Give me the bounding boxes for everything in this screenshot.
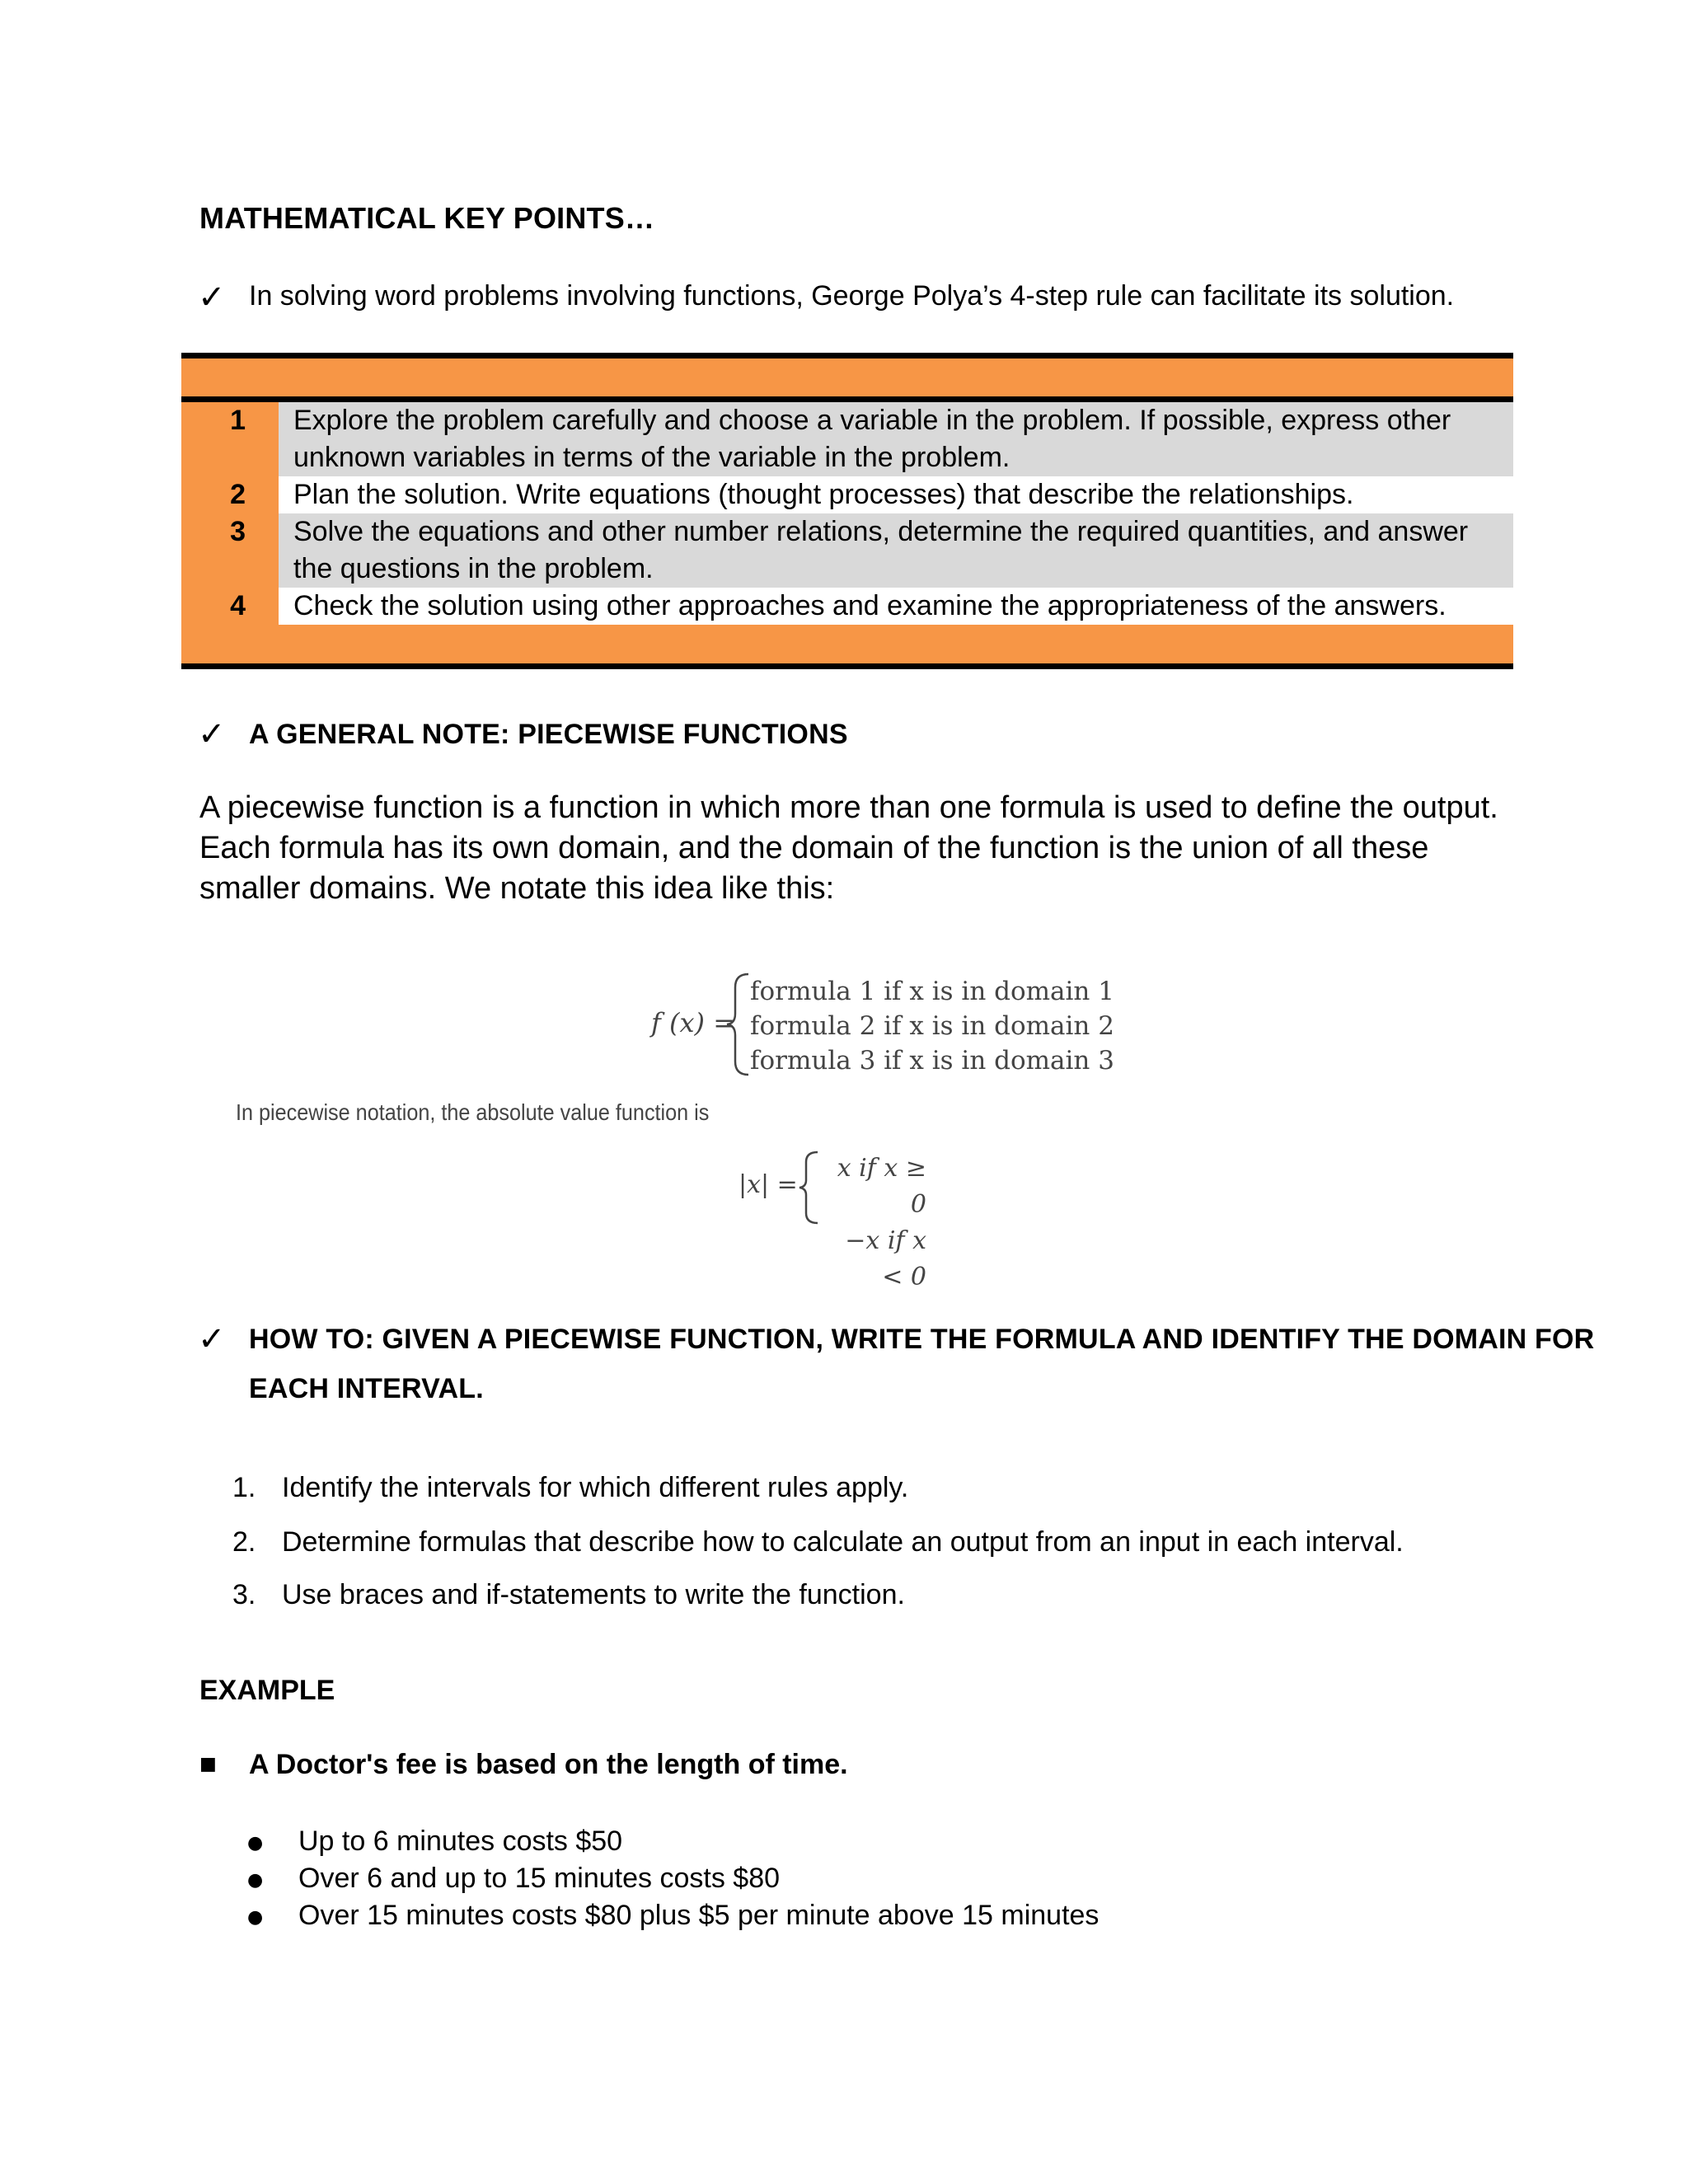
step-number: 1 <box>230 405 246 436</box>
step-text-line: Solve the equations and other number relations, determine the required quantities, and answer <box>293 516 1469 547</box>
left-brace-icon <box>724 972 752 1076</box>
table-row <box>279 588 1513 625</box>
example-heading: EXAMPLE <box>199 1675 335 1706</box>
table-row <box>279 402 1513 476</box>
example-item: Over 15 minutes costs $80 plus $5 per minute above 15 minutes <box>298 1900 1100 1931</box>
formula-case: formula 1 if x is in domain 1 <box>750 977 1114 1006</box>
table-bottom-rule <box>181 663 1513 669</box>
check-icon: ✓ <box>198 715 226 753</box>
list-number: 3. <box>232 1579 256 1610</box>
step-text-line: the questions in the problem. <box>293 553 654 584</box>
page-title: MATHEMATICAL KEY POINTS… <box>199 201 655 235</box>
abs-lhs: |x| = <box>738 1170 798 1199</box>
abs-cases <box>819 1151 926 1296</box>
polya-steps-table <box>181 353 1513 669</box>
example-item: Over 6 and up to 15 minutes costs $80 <box>298 1863 781 1894</box>
list-number: 2. <box>232 1526 256 1558</box>
step-number: 2 <box>230 479 246 510</box>
bullet-icon: ● <box>247 1833 264 1854</box>
table-row <box>279 476 1513 513</box>
list-number: 1. <box>232 1472 256 1503</box>
check-icon: ✓ <box>198 1320 226 1358</box>
list-item: Use braces and if-statements to write the function. <box>282 1579 905 1610</box>
step-text-line: unknown variables in terms of the variable in the problem. <box>293 442 1010 473</box>
paragraph-line: Each formula has its own domain, and the domain of the function is the union of all these <box>199 831 1429 865</box>
table-row <box>279 513 1513 588</box>
polya-intro: In solving word problems involving functions, George Polya’s 4-step rule can facilitate its solution. <box>249 280 1455 312</box>
formula-cases <box>750 974 1114 1078</box>
section-heading: HOW TO: GIVEN A PIECEWISE FUNCTION, WRITE THE FORMULA AND IDENTIFY THE DOMAIN FOR <box>249 1324 1595 1355</box>
step-text-line: Check the solution using other approaches and examine the appropriateness of the answers. <box>293 590 1447 621</box>
example-item: Up to 6 minutes costs $50 <box>298 1825 623 1857</box>
formula-case: formula 3 if x is in domain 3 <box>750 1046 1114 1076</box>
section-heading-continued: EACH INTERVAL. <box>249 1373 484 1404</box>
list-item: Identify the intervals for which different rules apply. <box>282 1472 909 1503</box>
square-bullet-icon: ■ <box>199 1754 217 1774</box>
step-text-line: Plan the solution. Write equations (thought processes) that describe the relationships. <box>293 479 1354 510</box>
paragraph-line: A piecewise function is a function in which more than one formula is used to define the output. <box>199 790 1498 825</box>
abs-case: −x if x < 0 <box>845 1226 926 1291</box>
step-number: 4 <box>230 590 246 621</box>
list-item: Determine formulas that describe how to calculate an output from an input in each interval. <box>282 1526 1404 1558</box>
step-number: 3 <box>230 516 246 547</box>
formula-lhs: f (x) = <box>651 1007 736 1038</box>
left-brace-icon <box>796 1151 821 1225</box>
example-title: A Doctor's fee is based on the length of time. <box>249 1749 848 1780</box>
bullet-icon: ● <box>247 1907 264 1928</box>
section-heading: A GENERAL NOTE: PIECEWISE FUNCTIONS <box>249 719 848 750</box>
abs-case: x if x ≥ 0 <box>837 1154 926 1219</box>
abs-caption: In piecewise notation, the absolute value function is <box>236 1099 710 1125</box>
table-header-band <box>181 359 1513 396</box>
table-header-rule <box>181 396 1513 402</box>
step-text-line: Explore the problem carefully and choose a variable in the problem. If possible, express other <box>293 405 1451 436</box>
bullet-icon: ● <box>247 1870 264 1891</box>
formula-case: formula 2 if x is in domain 2 <box>750 1011 1114 1041</box>
table-footer-band <box>181 625 1513 663</box>
table-top-rule <box>181 353 1513 359</box>
paragraph-line: smaller domains. We notate this idea like this: <box>199 871 835 906</box>
check-icon: ✓ <box>198 279 226 316</box>
piecewise-paragraph <box>199 788 1502 909</box>
